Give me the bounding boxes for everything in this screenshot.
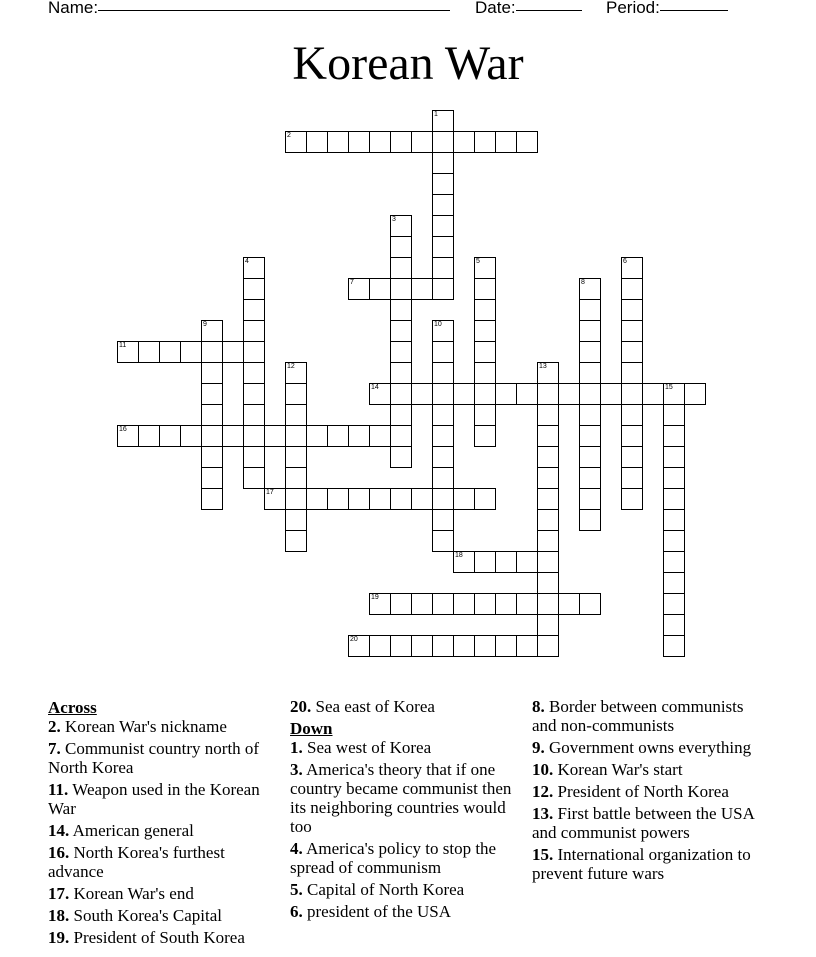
clue-down-12: 12. President of North Korea bbox=[532, 782, 729, 801]
grid-cell[interactable] bbox=[369, 488, 391, 510]
down-heading: Down bbox=[290, 719, 333, 738]
clue-across-18: 18. South Korea's Capital bbox=[48, 906, 222, 925]
grid-cell[interactable] bbox=[201, 446, 223, 468]
grid-cell[interactable] bbox=[306, 488, 328, 510]
grid-cell[interactable] bbox=[663, 551, 685, 573]
grid-cell[interactable] bbox=[432, 215, 454, 237]
grid-cell[interactable] bbox=[621, 278, 643, 300]
grid-cell[interactable] bbox=[348, 278, 370, 300]
grid-cell[interactable] bbox=[579, 404, 601, 426]
grid-cell[interactable] bbox=[579, 278, 601, 300]
grid-cell[interactable] bbox=[222, 341, 244, 363]
grid-cell[interactable] bbox=[432, 488, 454, 510]
grid-cell[interactable] bbox=[285, 131, 307, 153]
grid-cell[interactable] bbox=[432, 236, 454, 258]
grid-cell[interactable] bbox=[621, 299, 643, 321]
grid-cell[interactable] bbox=[474, 278, 496, 300]
grid-cell[interactable] bbox=[243, 446, 265, 468]
grid-cell[interactable] bbox=[474, 404, 496, 426]
clue-across-7: 7. Communist country north of North Korea bbox=[48, 739, 260, 777]
grid-cell[interactable] bbox=[432, 446, 454, 468]
cell-number: 12 bbox=[287, 363, 295, 370]
clue-across-19: 19. President of South Korea bbox=[48, 928, 245, 947]
grid-cell[interactable] bbox=[453, 551, 475, 573]
grid-cell[interactable] bbox=[159, 425, 181, 447]
grid-cell[interactable] bbox=[243, 341, 265, 363]
cell-number: 4 bbox=[245, 258, 249, 265]
grid-cell[interactable] bbox=[390, 257, 412, 279]
period-label: Period: bbox=[606, 0, 660, 17]
grid-cell[interactable] bbox=[243, 467, 265, 489]
page-title: Korean War bbox=[292, 37, 524, 90]
cell-number: 11 bbox=[119, 342, 127, 349]
grid-cell[interactable] bbox=[453, 383, 475, 405]
grid-cell[interactable] bbox=[411, 278, 433, 300]
grid-cell[interactable] bbox=[348, 488, 370, 510]
grid-cell[interactable] bbox=[663, 383, 685, 405]
grid-cell[interactable] bbox=[411, 635, 433, 657]
grid-cell[interactable] bbox=[180, 425, 202, 447]
clues-column-1 bbox=[48, 697, 278, 950]
grid-cell[interactable] bbox=[621, 488, 643, 510]
grid-cell[interactable] bbox=[495, 131, 517, 153]
grid-cell[interactable] bbox=[537, 635, 559, 657]
grid-cell[interactable] bbox=[579, 362, 601, 384]
grid-cell[interactable] bbox=[390, 593, 412, 615]
grid-cell[interactable] bbox=[516, 383, 538, 405]
grid-cell[interactable] bbox=[432, 635, 454, 657]
grid-cell[interactable] bbox=[663, 488, 685, 510]
grid-cell[interactable] bbox=[327, 425, 349, 447]
grid-cell[interactable] bbox=[432, 257, 454, 279]
grid-cell[interactable] bbox=[453, 131, 475, 153]
grid-cell[interactable] bbox=[495, 635, 517, 657]
grid-cell[interactable] bbox=[390, 488, 412, 510]
clue-down-9: 9. Government owns everything bbox=[532, 738, 752, 757]
grid-cell[interactable] bbox=[390, 425, 412, 447]
clue-across-11: 11. Weapon used in the Korean War bbox=[48, 780, 260, 818]
grid-cell[interactable] bbox=[537, 614, 559, 636]
grid-cell[interactable] bbox=[474, 362, 496, 384]
grid-cell[interactable] bbox=[369, 425, 391, 447]
grid-cell[interactable] bbox=[537, 530, 559, 552]
grid-cell[interactable] bbox=[537, 488, 559, 510]
clue-across-20: 20. Sea east of Korea bbox=[290, 697, 435, 716]
grid-cell[interactable] bbox=[390, 131, 412, 153]
across-heading: Across bbox=[48, 698, 97, 717]
clue-across-14: 14. American general bbox=[48, 821, 194, 840]
grid-cell[interactable] bbox=[138, 341, 160, 363]
cell-number: 9 bbox=[203, 321, 207, 328]
clue-down-13: 13. First battle between the USA and communist powers bbox=[532, 804, 754, 842]
grid-cell[interactable] bbox=[390, 404, 412, 426]
grid-cell[interactable] bbox=[432, 509, 454, 531]
grid-cell[interactable] bbox=[537, 467, 559, 489]
cell-number: 8 bbox=[581, 279, 585, 286]
grid-cell[interactable] bbox=[621, 362, 643, 384]
grid-cell[interactable] bbox=[285, 467, 307, 489]
grid-cell[interactable] bbox=[327, 488, 349, 510]
grid-cell[interactable] bbox=[663, 467, 685, 489]
cell-number: 6 bbox=[623, 258, 627, 265]
cell-number: 5 bbox=[476, 258, 480, 265]
grid-cell[interactable] bbox=[348, 425, 370, 447]
grid-cell[interactable] bbox=[495, 551, 517, 573]
grid-cell[interactable] bbox=[201, 341, 223, 363]
grid-cell[interactable] bbox=[516, 593, 538, 615]
grid-cell[interactable] bbox=[474, 131, 496, 153]
cell-number: 1 bbox=[434, 111, 438, 118]
clue-across-16: 16. North Korea's furthest advance bbox=[48, 843, 225, 881]
grid-cell[interactable] bbox=[537, 404, 559, 426]
grid-cell[interactable] bbox=[621, 404, 643, 426]
grid-cell[interactable] bbox=[579, 467, 601, 489]
grid-cell[interactable] bbox=[663, 572, 685, 594]
grid-cell[interactable] bbox=[369, 383, 391, 405]
grid-cell[interactable] bbox=[327, 131, 349, 153]
grid-cell[interactable] bbox=[579, 509, 601, 531]
grid-cell[interactable] bbox=[495, 383, 517, 405]
grid-cell[interactable] bbox=[117, 341, 139, 363]
grid-cell[interactable] bbox=[285, 446, 307, 468]
grid-cell[interactable] bbox=[663, 446, 685, 468]
grid-cell[interactable] bbox=[600, 383, 622, 405]
grid-cell[interactable] bbox=[390, 341, 412, 363]
grid-cell[interactable] bbox=[201, 425, 223, 447]
cell-number: 3 bbox=[392, 216, 396, 223]
grid-cell[interactable] bbox=[474, 299, 496, 321]
grid-cell[interactable] bbox=[432, 320, 454, 342]
grid-cell[interactable] bbox=[243, 383, 265, 405]
grid-cell[interactable] bbox=[474, 593, 496, 615]
grid-cell[interactable] bbox=[285, 362, 307, 384]
grid-cell[interactable] bbox=[264, 488, 286, 510]
grid-cell[interactable] bbox=[537, 425, 559, 447]
grid-cell[interactable] bbox=[516, 551, 538, 573]
grid-cell[interactable] bbox=[579, 341, 601, 363]
grid-cell[interactable] bbox=[432, 425, 454, 447]
grid-cell[interactable] bbox=[432, 530, 454, 552]
cell-number: 14 bbox=[371, 384, 379, 391]
grid-cell[interactable] bbox=[621, 425, 643, 447]
grid-cell[interactable] bbox=[579, 488, 601, 510]
grid-cell[interactable] bbox=[579, 425, 601, 447]
grid-cell[interactable] bbox=[348, 635, 370, 657]
grid-cell[interactable] bbox=[285, 530, 307, 552]
grid-cell[interactable] bbox=[432, 467, 454, 489]
grid-cell[interactable] bbox=[369, 131, 391, 153]
grid-cell[interactable] bbox=[453, 635, 475, 657]
grid-cell[interactable] bbox=[579, 383, 601, 405]
grid-cell[interactable] bbox=[663, 509, 685, 531]
grid-cell[interactable] bbox=[474, 320, 496, 342]
grid-cell[interactable] bbox=[201, 467, 223, 489]
grid-cell[interactable] bbox=[285, 509, 307, 531]
grid-cell[interactable] bbox=[264, 425, 286, 447]
clue-down-4: 4. America's policy to stop the spread of communism bbox=[290, 839, 497, 877]
grid-cell[interactable] bbox=[390, 320, 412, 342]
grid-cell[interactable] bbox=[390, 299, 412, 321]
grid-cell[interactable] bbox=[663, 404, 685, 426]
grid-cell[interactable] bbox=[474, 341, 496, 363]
grid-cell[interactable] bbox=[474, 383, 496, 405]
cell-number: 17 bbox=[266, 489, 274, 496]
cell-number: 7 bbox=[350, 279, 354, 286]
clue-down-1: 1. Sea west of Korea bbox=[290, 738, 432, 757]
cell-number: 2 bbox=[287, 132, 291, 139]
grid-cell[interactable] bbox=[453, 593, 475, 615]
grid-cell[interactable] bbox=[243, 299, 265, 321]
grid-cell[interactable] bbox=[369, 593, 391, 615]
grid-cell[interactable] bbox=[432, 404, 454, 426]
grid-cell[interactable] bbox=[579, 320, 601, 342]
grid-cell[interactable] bbox=[537, 551, 559, 573]
grid-cell[interactable] bbox=[285, 383, 307, 405]
grid-cell[interactable] bbox=[306, 131, 328, 153]
grid-cell[interactable] bbox=[684, 383, 706, 405]
clues-column-3 bbox=[532, 697, 772, 886]
grid-cell[interactable] bbox=[432, 341, 454, 363]
grid-cell[interactable] bbox=[432, 173, 454, 195]
grid-cell[interactable] bbox=[390, 278, 412, 300]
clue-across-17: 17. Korean War's end bbox=[48, 884, 194, 903]
grid-cell[interactable] bbox=[243, 278, 265, 300]
grid-cell[interactable] bbox=[348, 131, 370, 153]
clues-column-2 bbox=[290, 697, 515, 924]
grid-cell[interactable] bbox=[390, 215, 412, 237]
grid-cell[interactable] bbox=[642, 383, 664, 405]
grid-cell[interactable] bbox=[621, 383, 643, 405]
grid-cell[interactable] bbox=[222, 425, 244, 447]
grid-cell[interactable] bbox=[537, 593, 559, 615]
grid-cell[interactable] bbox=[432, 362, 454, 384]
grid-cell[interactable] bbox=[474, 635, 496, 657]
grid-cell[interactable] bbox=[411, 593, 433, 615]
grid-cell[interactable] bbox=[621, 341, 643, 363]
grid-cell[interactable] bbox=[579, 446, 601, 468]
grid-cell[interactable] bbox=[117, 425, 139, 447]
grid-cell[interactable] bbox=[432, 131, 454, 153]
grid-cell[interactable] bbox=[201, 320, 223, 342]
grid-cell[interactable] bbox=[558, 383, 580, 405]
grid-cell[interactable] bbox=[663, 635, 685, 657]
grid-cell[interactable] bbox=[432, 152, 454, 174]
grid-cell[interactable] bbox=[243, 257, 265, 279]
clue-down-8: 8. Border between communists and non-communists bbox=[532, 697, 744, 735]
cell-number: 20 bbox=[350, 636, 358, 643]
date-label: Date: bbox=[475, 0, 516, 17]
grid-cell[interactable] bbox=[138, 425, 160, 447]
grid-cell[interactable] bbox=[495, 593, 517, 615]
grid-cell[interactable] bbox=[621, 320, 643, 342]
grid-cell[interactable] bbox=[201, 362, 223, 384]
grid-cell[interactable] bbox=[369, 635, 391, 657]
cell-number: 15 bbox=[665, 384, 673, 391]
grid-cell[interactable] bbox=[285, 425, 307, 447]
grid-cell[interactable] bbox=[180, 341, 202, 363]
grid-cell[interactable] bbox=[243, 425, 265, 447]
grid-cell[interactable] bbox=[243, 362, 265, 384]
grid-cell[interactable] bbox=[474, 257, 496, 279]
clue-down-5: 5. Capital of North Korea bbox=[290, 880, 465, 899]
grid-cell[interactable] bbox=[390, 383, 412, 405]
grid-cell[interactable] bbox=[432, 194, 454, 216]
grid-cell[interactable] bbox=[285, 488, 307, 510]
grid-cell[interactable] bbox=[558, 593, 580, 615]
grid-cell[interactable] bbox=[663, 614, 685, 636]
grid-cell[interactable] bbox=[390, 236, 412, 258]
cell-number: 18 bbox=[455, 552, 463, 559]
grid-cell[interactable] bbox=[579, 593, 601, 615]
grid-cell[interactable] bbox=[474, 425, 496, 447]
grid-cell[interactable] bbox=[663, 593, 685, 615]
grid-cell[interactable] bbox=[537, 446, 559, 468]
grid-cell[interactable] bbox=[537, 572, 559, 594]
grid-cell[interactable] bbox=[369, 278, 391, 300]
grid-cell[interactable] bbox=[474, 488, 496, 510]
grid-cell[interactable] bbox=[201, 488, 223, 510]
grid-cell[interactable] bbox=[663, 425, 685, 447]
name-label: Name: bbox=[48, 0, 99, 17]
grid-cell[interactable] bbox=[537, 362, 559, 384]
grid-cell[interactable] bbox=[516, 131, 538, 153]
grid-cell[interactable] bbox=[243, 404, 265, 426]
cell-number: 19 bbox=[371, 594, 379, 601]
grid-cell[interactable] bbox=[621, 467, 643, 489]
clue-down-6: 6. president of the USA bbox=[290, 902, 452, 921]
grid-cell[interactable] bbox=[411, 383, 433, 405]
clue-down-3: 3. America's theory that if one country became communist then its neighboring countries would too bbox=[290, 760, 512, 836]
grid-cell[interactable] bbox=[285, 404, 307, 426]
cell-number: 13 bbox=[539, 363, 547, 370]
grid-cell[interactable] bbox=[537, 383, 559, 405]
grid-cell[interactable] bbox=[201, 404, 223, 426]
clue-across-2: 2. Korean War's nickname bbox=[48, 717, 227, 736]
cell-number: 16 bbox=[119, 426, 127, 433]
grid-cell[interactable] bbox=[537, 509, 559, 531]
grid-cell[interactable] bbox=[306, 425, 328, 447]
grid-cell[interactable] bbox=[432, 383, 454, 405]
grid-cell[interactable] bbox=[390, 635, 412, 657]
grid-cell[interactable] bbox=[621, 257, 643, 279]
grid-cell[interactable] bbox=[474, 551, 496, 573]
grid-cell[interactable] bbox=[579, 299, 601, 321]
clue-down-10: 10. Korean War's start bbox=[532, 760, 683, 779]
grid-cell[interactable] bbox=[453, 488, 475, 510]
grid-cell[interactable] bbox=[411, 488, 433, 510]
grid-cell[interactable] bbox=[516, 635, 538, 657]
grid-cell[interactable] bbox=[390, 362, 412, 384]
grid-cell[interactable] bbox=[621, 446, 643, 468]
grid-cell[interactable] bbox=[201, 383, 223, 405]
grid-cell[interactable] bbox=[411, 131, 433, 153]
grid-cell[interactable] bbox=[243, 320, 265, 342]
clue-down-15: 15. International organization to prevent future wars bbox=[532, 845, 751, 883]
cell-number: 10 bbox=[434, 321, 442, 328]
grid-cell[interactable] bbox=[663, 530, 685, 552]
grid-cell[interactable] bbox=[432, 593, 454, 615]
grid-cell[interactable] bbox=[390, 446, 412, 468]
grid-cell[interactable] bbox=[159, 341, 181, 363]
grid-cell[interactable] bbox=[432, 278, 454, 300]
grid-cell[interactable] bbox=[432, 110, 454, 132]
